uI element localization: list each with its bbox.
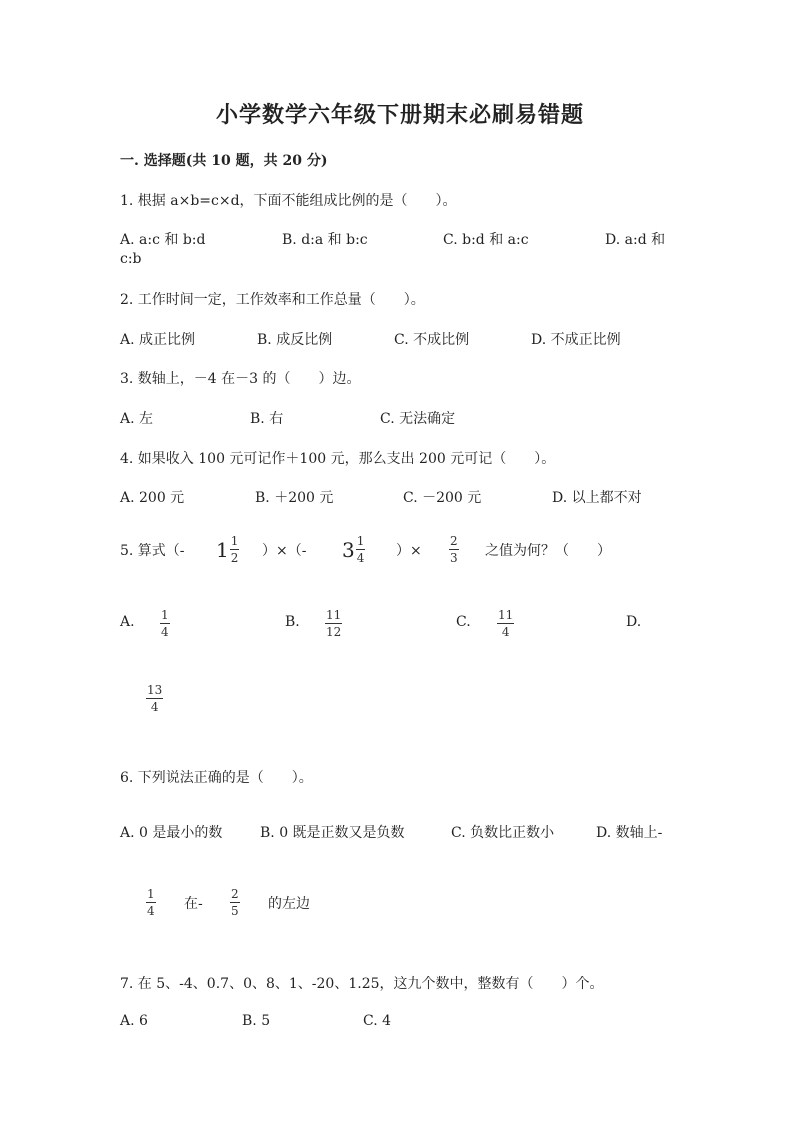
fraction-numerator: 1: [161, 608, 169, 622]
section-heading: 一. 选择题(共 10 题，共 20 分): [120, 153, 328, 169]
q1-option-b[interactable]: B. d:a 和 b:c: [282, 232, 368, 248]
q2-option-b[interactable]: B. 成反比例: [257, 332, 333, 348]
q5-option-a-fraction[interactable]: [160, 608, 170, 639]
q2-option-d[interactable]: D. 不成正比例: [531, 332, 621, 348]
q6-option-c[interactable]: C. 负数比正数小: [451, 825, 555, 841]
q5-option-b-label[interactable]: B.: [285, 614, 300, 630]
question-5-part-3: ）×: [396, 543, 422, 559]
mixed-number-1-whole: 1: [216, 537, 229, 562]
q1-option-c[interactable]: C. b:d 和 a:c: [443, 232, 529, 248]
q5-option-a-label[interactable]: A.: [120, 614, 135, 630]
question-6: 6. 下列说法正确的是（ ）。: [120, 770, 313, 786]
fraction-denominator: 12: [326, 625, 342, 639]
q1-option-d-continued: c:b: [120, 251, 142, 267]
q6-option-a[interactable]: A. 0 是最小的数: [120, 825, 223, 841]
q4-option-b[interactable]: B. ＋200 元: [255, 490, 334, 506]
fraction-numerator: 11: [498, 608, 514, 622]
fraction-numerator: 2: [231, 887, 239, 901]
q7-option-c[interactable]: C. 4: [363, 1013, 392, 1029]
q3-option-a[interactable]: A. 左: [120, 411, 154, 427]
fraction-denominator: 4: [150, 700, 159, 714]
q4-option-d[interactable]: D. 以上都不对: [552, 490, 642, 506]
q7-option-b[interactable]: B. 5: [242, 1013, 271, 1029]
mixed-number-2: [342, 534, 365, 565]
question-1: 1. 根据 a×b=c×d，下面不能组成比例的是（ ）。: [120, 193, 457, 209]
q1-option-a[interactable]: A. a:c 和 b:d: [120, 232, 206, 248]
fraction-numerator: 1: [230, 534, 239, 548]
q7-option-a[interactable]: A. 6: [120, 1013, 148, 1029]
q5-option-c-label[interactable]: C.: [456, 614, 471, 630]
q6-option-d-fraction-1: [146, 887, 156, 918]
fraction-denominator: 4: [161, 625, 169, 639]
q6-option-d[interactable]: D. 数轴上-: [596, 825, 663, 841]
fraction-denominator: 3: [450, 551, 458, 565]
fraction-numerator: 2: [450, 534, 458, 548]
fraction-denominator: 2: [230, 551, 239, 565]
q4-option-a[interactable]: A. 200 元: [120, 490, 185, 506]
question-4: 4. 如果收入 100 元可记作＋100 元，那么支出 200 元可记（ ）。: [120, 451, 556, 467]
q6-option-d-fraction-2: [230, 887, 240, 918]
mixed-number-2-fraction: [356, 534, 366, 565]
q5-option-d-fraction[interactable]: [146, 683, 163, 714]
question-3: 3. 数轴上，－4 在－3 的（ ）边。: [120, 371, 361, 387]
question-2: 2. 工作时间一定，工作效率和工作总量（ ）。: [120, 292, 425, 308]
q3-option-c[interactable]: C. 无法确定: [380, 411, 456, 427]
fraction-denominator: 4: [147, 904, 155, 918]
mixed-number-1: [216, 534, 239, 565]
q5-option-d-label[interactable]: D.: [626, 614, 642, 630]
q4-option-c[interactable]: C. －200 元: [403, 490, 482, 506]
fraction-denominator: 5: [231, 904, 239, 918]
question-5-part-1: 5. 算式（-: [120, 543, 185, 559]
fraction-numerator: 1: [356, 534, 365, 548]
mixed-number-1-fraction: [230, 534, 240, 565]
fraction-denominator: 4: [356, 551, 365, 565]
q2-option-c[interactable]: C. 不成比例: [394, 332, 470, 348]
q5-option-b-fraction[interactable]: [325, 608, 342, 639]
question-5-part-2: ）×（-: [262, 543, 307, 559]
question-5-fraction-3: [449, 534, 459, 565]
fraction-numerator: 11: [326, 608, 342, 622]
q5-option-c-fraction[interactable]: [497, 608, 514, 639]
page-title: 小学数学六年级下册期末必刷易错题: [215, 102, 584, 128]
q6-option-d-middle: 在-: [184, 896, 203, 912]
q1-option-d[interactable]: D. a:d 和: [605, 232, 666, 248]
q6-option-d-tail: 的左边: [268, 896, 310, 912]
fraction-numerator: 13: [147, 683, 163, 697]
mixed-number-2-whole: 3: [342, 537, 355, 562]
q2-option-a[interactable]: A. 成正比例: [120, 332, 196, 348]
q3-option-b[interactable]: B. 右: [250, 411, 284, 427]
question-7: 7. 在 5、-4、0.7、0、8、1、-20、1.25，这九个数中，整数有（ ）个。: [120, 976, 604, 992]
question-5-part-4: 之值为何？（ ）: [485, 543, 611, 559]
fraction-denominator: 4: [501, 625, 510, 639]
q6-option-b[interactable]: B. 0 既是正数又是负数: [260, 825, 405, 841]
fraction-numerator: 1: [147, 887, 155, 901]
